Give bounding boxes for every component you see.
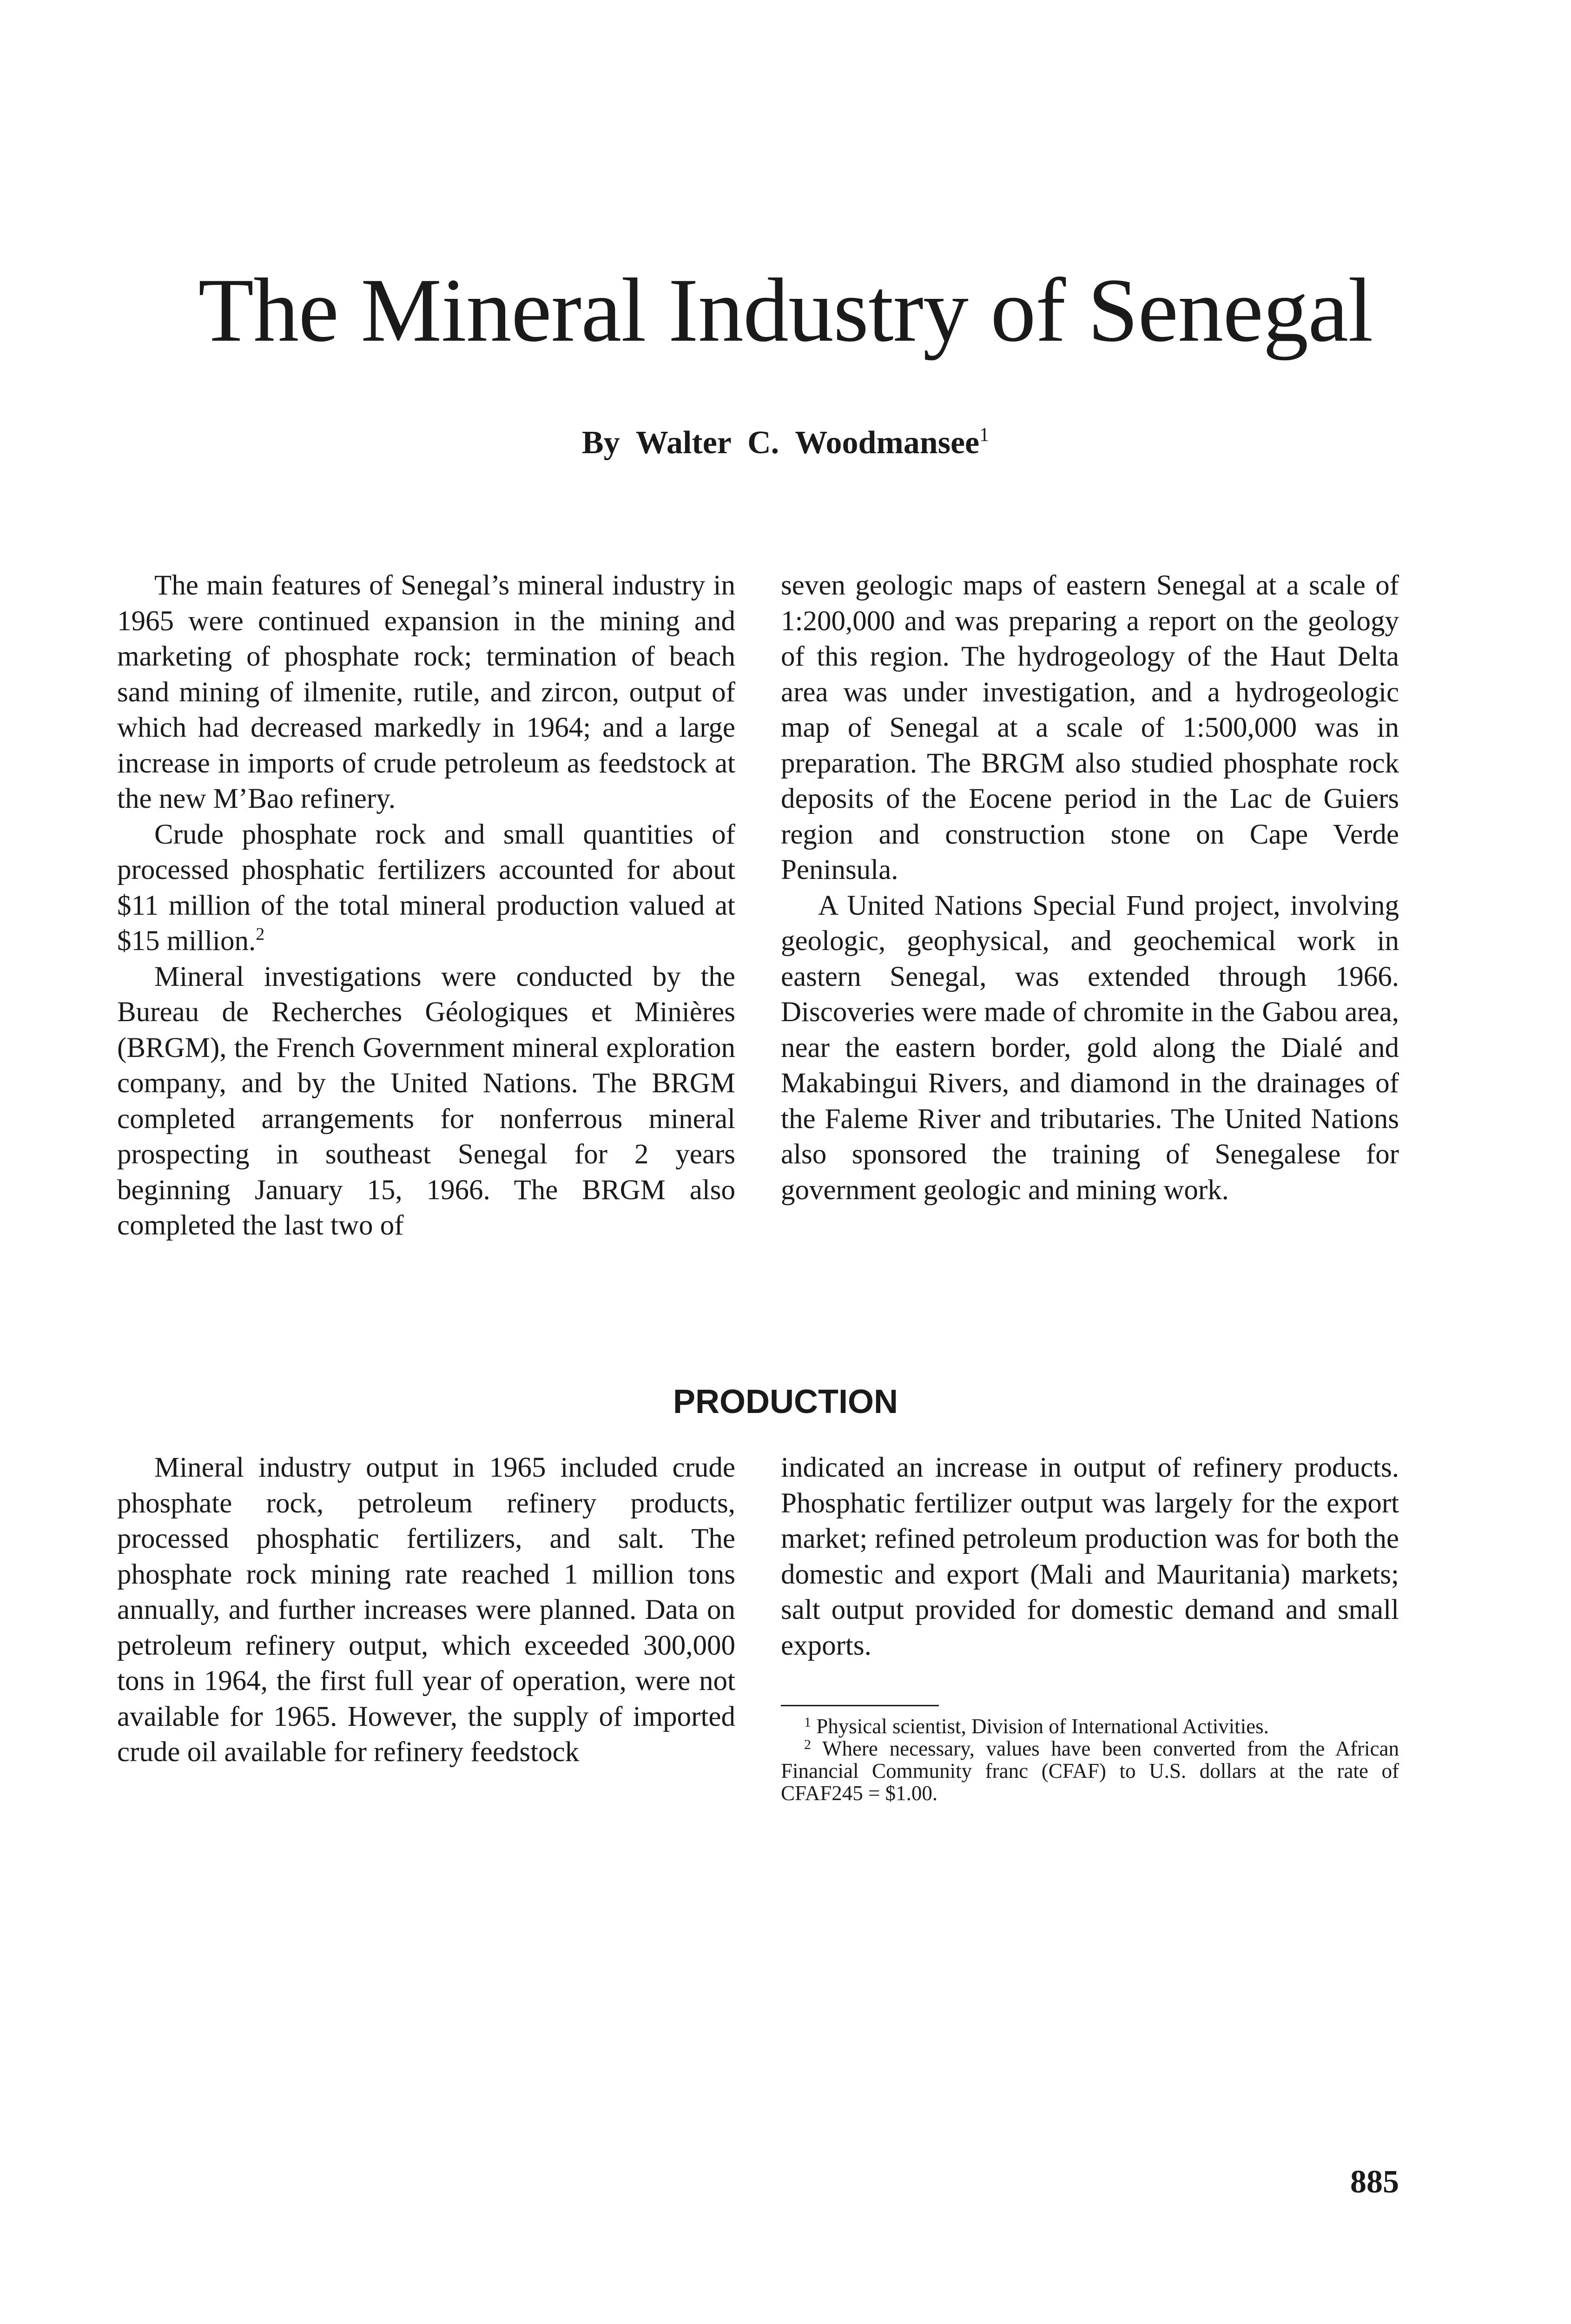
intro-paragraph-5: A United Nations Special Fund project, involving geologic, geophysical, and geochemical work in eastern Senegal, was extended through 1966. Discoveries were made of chromite in the Gabou area, near the eastern border, gold along the Dialé and Makabingui Rivers, and diamond in the drainages of the Faleme River and tributaries. The United Nations also sponsored the training of Senegalese for government geologic and mining work.: [781, 890, 1399, 1206]
production-paragraph-2: indicated an increase in output of refinery products. Phosphatic fertilizer output was largely for the export market; refined petroleum production was for both the domestic and export (Mali and Mauritania) markets; salt output provided for domestic demand and small exports.: [781, 1452, 1399, 1661]
byline-author: Walter C. Woodmansee: [635, 425, 980, 461]
production-column-left: [117, 1450, 735, 1770]
intro-column-left: [117, 568, 735, 1244]
footnotes: [781, 1715, 1399, 1804]
footnote-1-text: Physical scientist, Division of International Activities.: [816, 1715, 1269, 1738]
footnote-2-text: Where necessary, values have been converted from the African Financial Community franc (CFAF) to U.S. dollars at the rate of CFAF245 = $1.00.: [781, 1737, 1399, 1805]
production-column-right: [781, 1450, 1399, 1664]
intro-paragraph-1: The main features of Senegal’s mineral industry in 1965 were continued expansion in the mining and marketing of phosphate rock; termination of beach sand mining of ilmenite, rutile, and zircon, output of which had decreased markedly in 1964; and a large increase in imports of crude petroleum as feedstock at the new M’Bao refinery.: [117, 570, 735, 814]
footnote-2: [781, 1737, 1399, 1804]
page-title: The Mineral Industry of Senegal: [198, 260, 1373, 361]
byline-prefix: By: [581, 425, 620, 461]
byline-footnote-mark: 1: [979, 424, 990, 446]
footnote-divider: [781, 1705, 939, 1706]
intro-paragraph-4: seven geologic maps of eastern Senegal at a scale of 1:200,000 and was preparing a report on the geology of this region. The hydrogeology of the Haut Delta area was under investigation, and a hydrogeologic map of Senegal at a scale of 1:500,000 was in preparation. The BRGM also studied phosphate rock deposits of the Eocene period in the Lac de Guiers region and construction stone on Cape Verde Peninsula.: [781, 570, 1399, 885]
intro-paragraph-2-text: Crude phosphate rock and small quantities of processed phosphatic fertilizers accounted for about $11 million of the total mineral production valued at $15 million.: [117, 819, 735, 957]
byline: [0, 424, 1571, 462]
footnote-1-mark: 1: [804, 1715, 811, 1730]
section-heading-production: PRODUCTION: [673, 1383, 898, 1420]
footnote-ref-2: 2: [256, 924, 265, 944]
page-number: 885: [1350, 2164, 1399, 2200]
footnote-1: [781, 1715, 1399, 1737]
intro-paragraph-2: [117, 817, 735, 959]
footnote-2-mark: 2: [804, 1737, 811, 1752]
production-paragraph-1: Mineral industry output in 1965 included crude phosphate rock, petroleum refinery products, processed phosphatic fertilizers, and salt. The phosphate rock mining rate reached 1 million tons annually, and further increases were planned. Data on petroleum refinery output, which exceeded 300,000 tons in 1964, the first full year of operation, were not available for 1965. However, the supply of imported crude oil available for refinery feedstock: [117, 1452, 735, 1768]
intro-column-right: [781, 568, 1399, 1208]
intro-paragraph-3: Mineral investigations were conducted by the Bureau de Recherches Géologiques et Minières (BRGM), the French Government mineral exploration company, and by the United Nations. The BRGM completed arrangements for nonferrous mineral prospecting in southeast Senegal for 2 years beginning January 15, 1966. The BRGM also completed the last two of: [117, 961, 735, 1241]
